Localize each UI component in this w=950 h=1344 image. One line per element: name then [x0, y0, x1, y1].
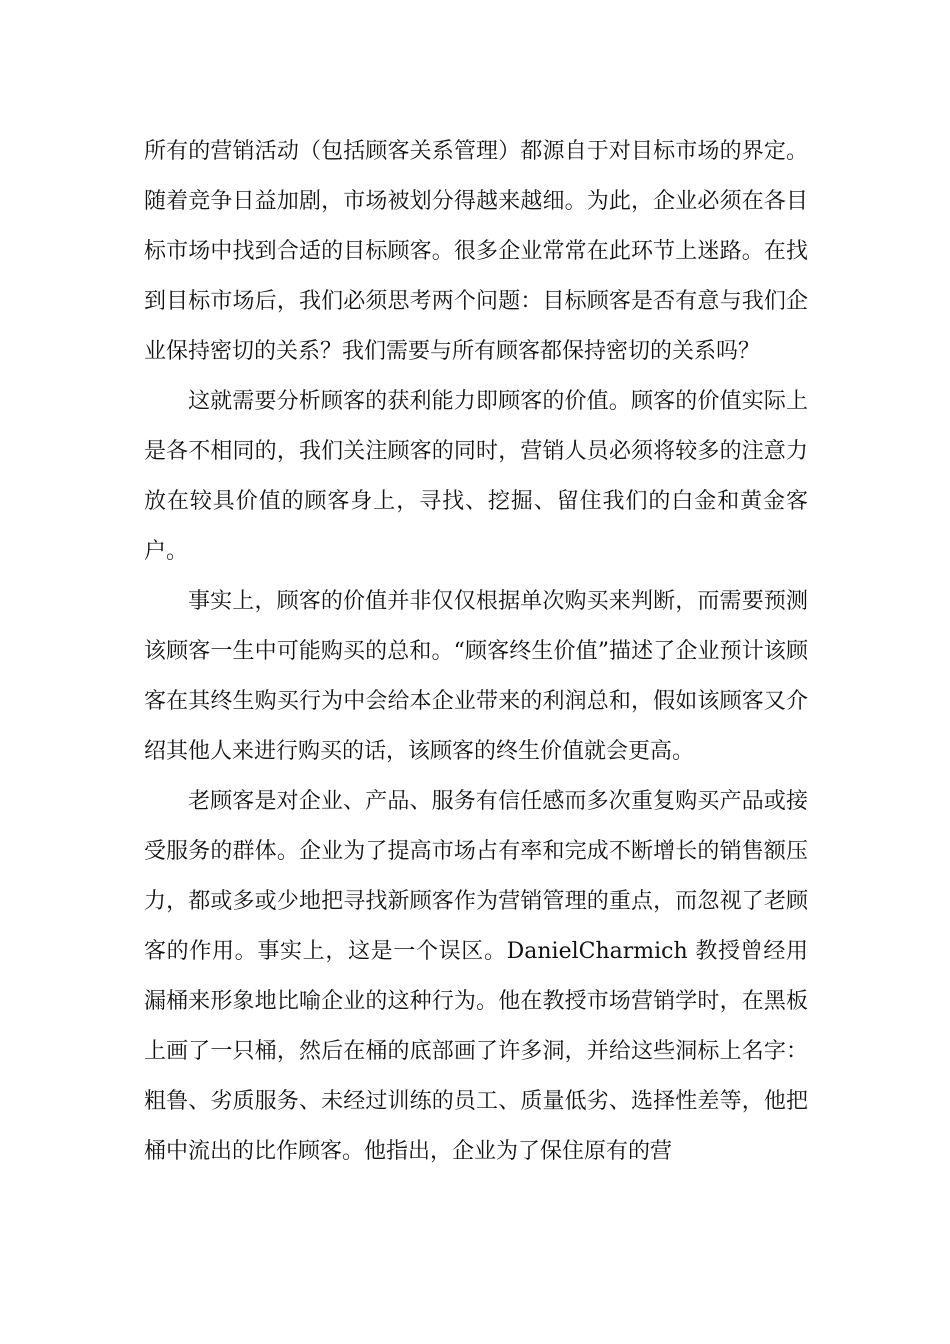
paragraph-old-customers: 老顾客是对企业、产品、服务有信任感而多次重复购买产品或接受服务的群体。企业为了提高市场占有率和完成不断增长的销售额压力，都或多或少地把寻找新顾客作为营销管理的重点，而忽视了老顾客的作用。事实上，这是一个误区。DanielCharmich 教授曾经用漏桶来形象地比喻企业的这种行为。他在教授市场营销学时，在黑板上画了一只桶，然后在桶的底部画了许多洞，并给这些洞标上名字：粗鲁、劣质服务、未经过训练的员工、质量低劣、选择性差等，他把桶中流出的比作顾客。他指出，企业为了保住原有的营: [144, 789, 808, 1164]
paragraph-lifetime-value: 事实上，顾客的价值并非仅仅根据单次购买来判断，而需要预测该顾客一生中可能购买的总和。“顾客终生价值”描述了企业预计该顾客在其终生购买行为中会给本企业带来的利润总和，假如该顾客又介绍其他人来进行购买的话，该顾客的终生价值就会更高。: [144, 589, 808, 764]
paragraph-target-market: 所有的营销活动（包括顾客关系管理）都源自于对目标市场的界定。随着竞争日益加剧，市场被划分得越来越细。为此，企业必须在各目标市场中找到合适的目标顾客。很多企业常常在此环节上迷路。在找到目标市场后，我们必须思考两个问题：目标顾客是否有意与我们企业保持密切的关系？我们需要与所有顾客都保持密切的关系吗？: [144, 139, 808, 364]
document-body: [144, 127, 808, 1177]
paragraph-customer-value: 这就需要分析顾客的获利能力即顾客的价值。顾客的价值实际上是各不相同的，我们关注顾客的同时，营销人员必须将较多的注意力放在较具价值的顾客身上，寻找、挖掘、留住我们的白金和黄金客户。: [144, 389, 808, 564]
